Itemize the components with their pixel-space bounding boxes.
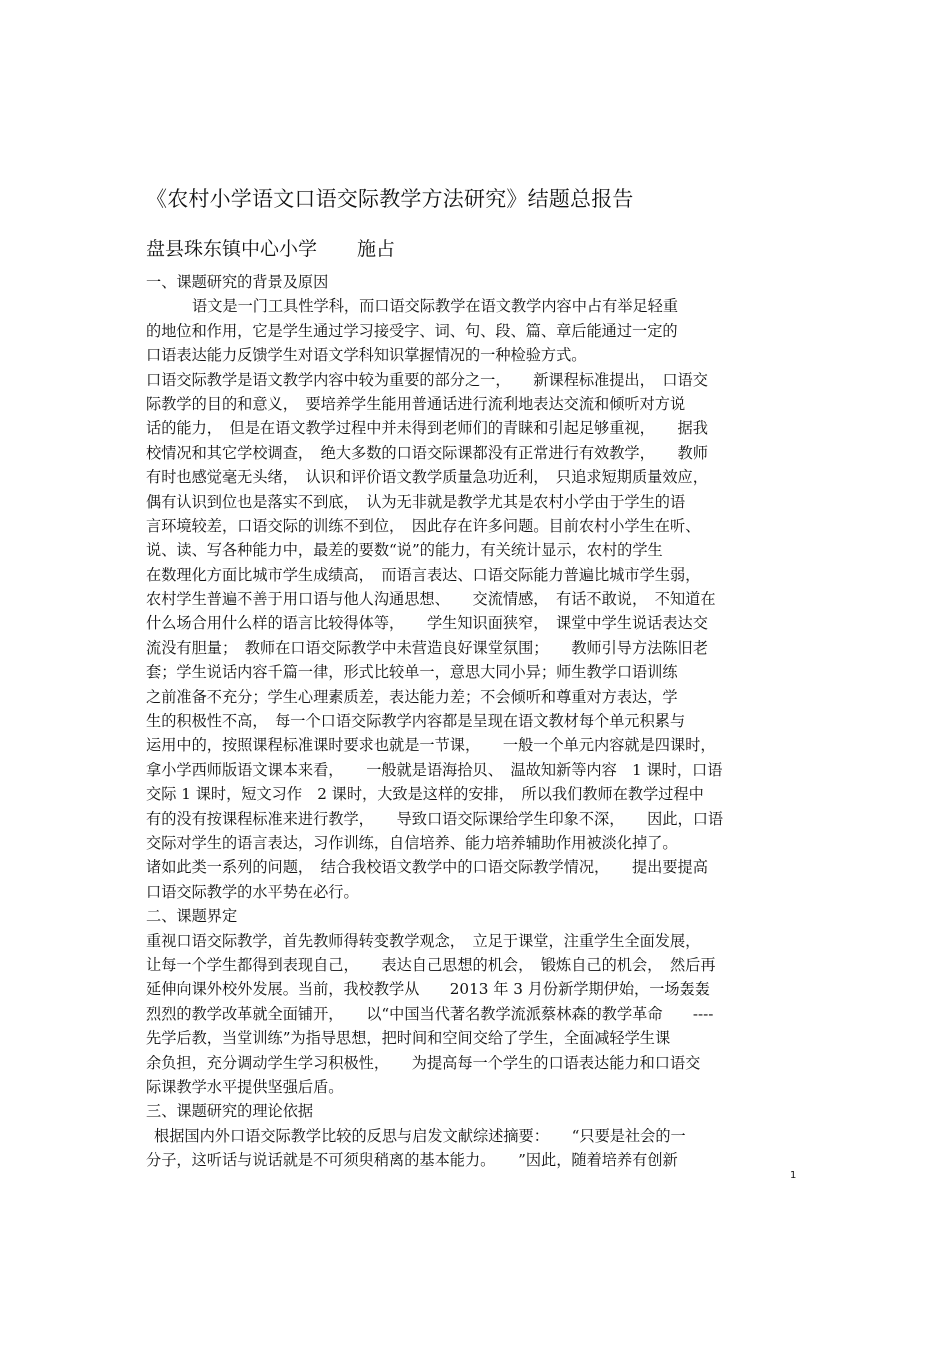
body-line: 校情况和其它学校调查， 绝大多数的口语交际课都没有正常进行有效教学， 教师 [146,443,708,462]
body-line: 的地位和作用，它是学生通过学习接受字、词、句、段、篇、章后能通过一定的 [146,321,678,340]
body-line: 余负担，充分调动学生学习积极性， 为提高每一个学生的口语表达能力和口语交 [146,1053,701,1072]
body-line: 运用中的，按照课程标准课时要求也就是一节课， 一般一个单元内容就是四课时， [146,736,716,755]
body-line: 口语表达能力反馈学生对语文学科知识掌握情况的一种检验方式。 [146,346,587,365]
section-heading-3: 三、课题研究的理论依据 [146,1102,314,1121]
section-heading-2: 二、课题界定 [146,907,238,926]
body-line: 让每一个学生都得到表现自己， 表达自己思想的机会， 锻炼自己的机会， 然后再 [146,955,716,974]
author-name: 施占 [357,238,396,260]
body-line: 有的没有按课程标准来进行教学， 导致口语交际课给学生印象不深， 因此，口语 [146,809,724,828]
body-line: 际教学的目的和意义， 要培养学生能用普通话进行流利地表达交流和倾听对方说 [146,394,686,413]
body-line: 生的积极性不高， 每一个口语交际教学内容都是呈现在语文教材每个单元积累与 [146,712,686,731]
body-line: 延伸向课外校外发展。当前，我校教学从 2013 年 3 月份新学期伊始，一场轰轰 [146,980,710,999]
document-body [146,270,816,1172]
body-line: 套；学生说话内容千篇一律，形式比较单一，意思大同小异；师生教学口语训练 [146,663,678,682]
author-line [146,234,395,261]
body-line: 诸如此类一系列的问题， 结合我校语文教学中的口语交际教学情况， 提出要提高 [146,858,708,877]
body-line: 在数理化方面比城市学生成绩高， 而语言表达、口语交际能力普遍比城市学生弱， [146,565,701,584]
body-line: 重视口语交际教学，首先教师得转变教学观念， 立足于课堂，注重学生全面发展， [146,931,701,950]
page-number: 1 [790,1170,797,1181]
body-line: 根据国内外口语交际教学比较的反思与启发文献综述摘要： “只要是社会的一 [154,1126,686,1145]
author-school: 盘县珠东镇中心小学 [146,238,318,260]
body-line: 言环境较差，口语交际的训练不到位， 因此存在许多问题。目前农村小学生在听、 [146,516,701,535]
body-line: 交际 1 课时，短文习作 2 课时，大致是这样的安排， 所以我们教师在教学过程中 [146,785,704,804]
body-line: 之前准备不充分；学生心理素质差，表达能力差；不会倾听和尊重对方表达，学 [146,687,678,706]
body-line: 农村学生普遍不善于用口语与他人沟通思想、 交流情感， 有话不敢说， 不知道在 [146,590,716,609]
body-line: 交际对学生的语言表达，习作训练，自信培养、能力培养辅助作用被淡化掉了。 [146,833,678,852]
document-title: 《农村小学语文口语交际教学方法研究》结题总报告 [146,187,634,211]
body-line: 什么场合用什么样的语言比较得体等， 学生知识面狭窄， 课堂中学生说话表达交 [146,614,708,633]
body-line: 口语交际教学的水平势在必行。 [146,882,359,901]
body-line: 口语交际教学是语文教学内容中较为重要的部分之一， 新课程标准提出， 口语交 [146,370,708,389]
body-line: 烈烈的教学改革就全面铺开， 以“中国当代著名教学流派蔡林森的教学革命 ---- [146,1004,714,1023]
body-line: 偶有认识到位也是落实不到底， 认为无非就是教学尤其是农村小学由于学生的语 [146,492,686,511]
body-line: 有时也感觉毫无头绪， 认识和评价语文教学质量急功近利， 只追求短期质量效应， [146,468,708,487]
body-line: 话的能力， 但是在语文教学过程中并未得到老师们的青睐和引起足够重视， 据我 [146,419,708,438]
body-line: 语文是一门工具性学科，而口语交际教学在语文教学内容中占有举足轻重 [192,297,678,316]
body-line: 说、读、写各种能力中，最差的要数“说”的能力，有关统计显示，农村的学生 [146,541,663,560]
body-line: 分子，这听话与说话就是不可须臾稍离的基本能力。 ”因此，随着培养有创新 [146,1151,678,1170]
section-heading-1: 一、课题研究的背景及原因 [146,273,329,291]
body-line: 际课教学水平提供坚强后盾。 [146,1077,344,1096]
body-line: 流没有胆量； 教师在口语交际教学中未营造良好课堂氛围； 教师引导方法陈旧老 [146,638,708,657]
body-line: 先学后教，当堂训练”为指导思想，把时间和空间交给了学生，全面减轻学生课 [146,1029,671,1048]
body-line: 拿小学西师版语文课本来看， 一般就是语海拾贝、 温故知新等内容 1 课时，口语 [146,760,723,779]
